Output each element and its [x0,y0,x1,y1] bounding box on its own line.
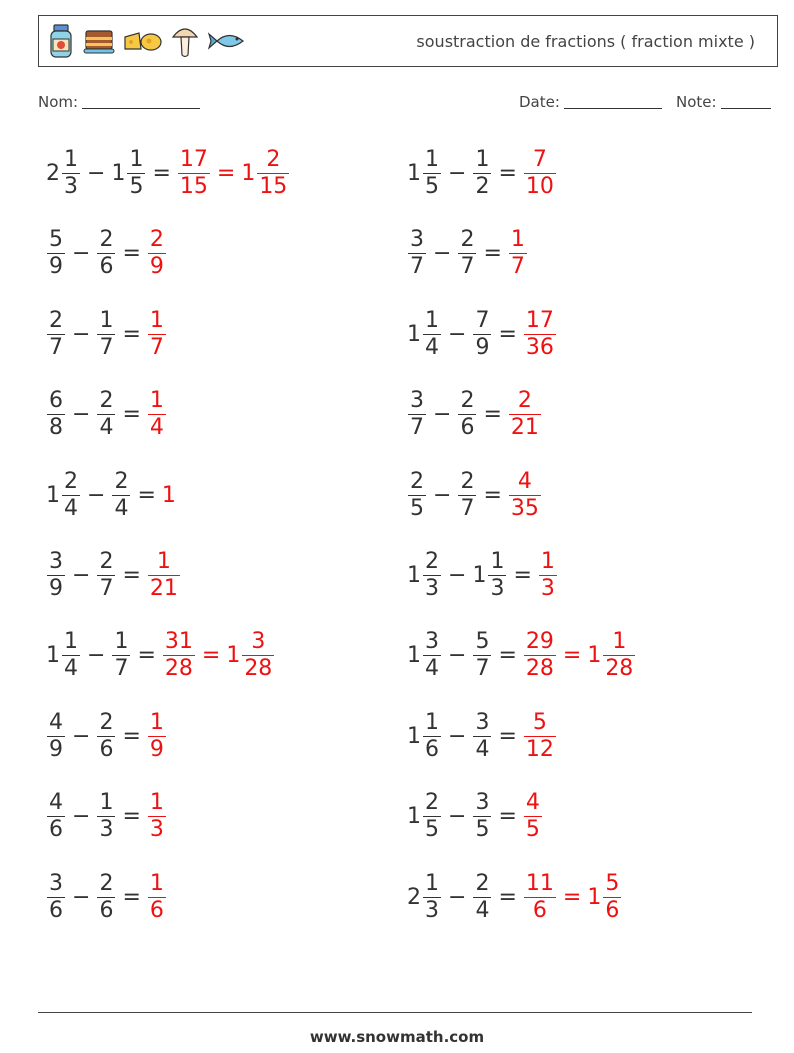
problem-item [407,549,558,602]
answer-fraction [509,227,527,280]
answer-fraction-numerator: 1 [510,227,525,253]
fraction-1-numerator: 1 [425,307,439,333]
mushroom-icon [171,23,199,59]
answer-fraction-denominator: 21 [149,576,178,601]
answer-whole: 1 [161,482,176,508]
answer-fraction [148,710,166,763]
mixed-fraction-denominator: 6 [605,897,620,923]
problem-item [46,308,167,361]
fraction-1-numerator: 3 [425,629,439,655]
fraction-1-numerator: 3 [410,227,424,253]
answer-fraction-denominator: 35 [510,495,539,521]
equals-sign: = [498,723,517,749]
fish-icon [207,28,247,54]
equals-sign: = [122,563,141,588]
answer-fraction-numerator: 1 [149,790,164,816]
answer-fraction [524,790,542,843]
mixed-fraction-numerator: 2 [266,147,281,172]
fraction-1-denominator: 4 [425,334,439,360]
minus-sign: − [448,563,467,588]
fraction-2-denominator: 4 [99,415,114,441]
fraction-2-denominator: 7 [460,254,475,280]
fraction-2-numerator: 2 [460,227,475,253]
fraction-2 [97,871,115,924]
fraction-2 [127,147,145,200]
minus-sign: − [72,321,91,347]
fraction-2-denominator: 4 [114,495,129,521]
icon-strip [47,22,247,60]
equals-sign-mixed: = [216,161,236,186]
answer-fraction-numerator: 4 [517,468,532,494]
problem-item [407,227,528,280]
answer-fraction-denominator: 28 [164,656,193,682]
answer-fraction [524,308,556,361]
fraction-1-denominator: 9 [49,254,63,280]
answer-fraction-denominator: 21 [510,415,539,441]
mixed-fraction [257,147,289,200]
fraction-2 [473,147,491,200]
whole-part-1: 1 [407,563,421,588]
answer-fraction-denominator: 9 [149,254,164,280]
minus-sign: − [448,723,467,749]
mixed-whole: 1 [587,643,602,669]
answer-fraction-denominator: 7 [510,254,525,280]
fraction-2-denominator: 7 [114,656,129,682]
worksheet-title: soustraction de fractions ( fraction mixte ) [416,32,755,51]
fraction-2 [97,388,115,441]
fraction-2-denominator: 5 [129,174,144,199]
fraction-1-numerator: 1 [64,147,78,172]
fraction-1 [62,147,80,200]
fraction-2 [473,629,491,682]
answer-fraction [509,469,541,522]
whole-part-1: 2 [46,161,60,186]
equals-sign: = [498,804,517,830]
answer-fraction-denominator: 12 [525,736,554,762]
answer-fraction-numerator: 2 [517,388,532,414]
answer-fraction [148,790,166,843]
fraction-2-numerator: 2 [460,468,475,494]
worksheet-header [38,15,778,67]
fraction-2-numerator: 5 [475,629,490,655]
answer-fraction-numerator: 11 [525,870,554,896]
fraction-2-denominator: 6 [460,415,475,441]
fraction-2-denominator: 6 [99,897,114,923]
fraction-1 [47,871,65,924]
equals-sign: = [498,884,517,910]
fraction-1-numerator: 3 [410,388,424,414]
fraction-1-numerator: 1 [425,870,439,896]
mixed-fraction [242,629,274,682]
fraction-1-denominator: 3 [425,576,439,601]
answer-fraction-numerator: 31 [164,629,193,655]
answer-fraction-numerator: 1 [156,549,171,574]
answer-fraction [524,710,556,763]
whole-part-1: 1 [407,804,421,830]
equals-sign: = [498,161,517,186]
fraction-1 [62,469,80,522]
fraction-2-numerator: 1 [475,147,490,172]
minus-sign: − [72,723,91,749]
footer-divider [38,1012,752,1013]
fraction-1-numerator: 4 [49,790,63,816]
equals-sign: = [122,402,141,428]
fraction-1 [423,710,441,763]
problem-item [46,710,167,763]
fraction-2-denominator: 6 [99,254,114,280]
fraction-2 [97,549,115,602]
fraction-1-numerator: 6 [49,388,63,414]
answer-fraction-denominator: 9 [149,736,164,762]
minus-sign: − [448,321,467,347]
fraction-2-numerator: 1 [99,790,114,816]
cheese-icon [123,27,163,55]
equals-sign-mixed: = [562,643,582,669]
fraction-2-numerator: 3 [475,709,490,735]
fraction-2-numerator: 1 [114,629,129,655]
fraction-2-numerator: 7 [475,307,490,333]
fraction-1-numerator: 1 [425,147,439,172]
answer-fraction [524,147,556,200]
whole-part-2: 1 [472,563,487,588]
fraction-1 [408,388,426,441]
answer-fraction [178,147,210,200]
mixed-fraction-numerator: 3 [251,629,266,655]
problem-item [407,308,557,361]
problem-item [407,871,622,924]
mixed-fraction [603,629,635,682]
answer-fraction [539,549,557,602]
problem-item [407,147,557,200]
minus-sign: − [87,482,106,508]
minus-sign: − [72,804,91,830]
fraction-1-denominator: 5 [425,174,439,199]
minus-sign: − [87,643,106,669]
answer-fraction-numerator: 4 [525,790,540,816]
whole-part-1: 2 [407,884,421,910]
answer-fraction-numerator: 1 [149,709,164,735]
equals-sign: = [137,482,156,508]
score-field[interactable] [676,93,771,111]
problem-item [46,549,181,602]
fraction-2-numerator: 2 [460,388,475,414]
fraction-2 [97,308,115,361]
fraction-1-numerator: 5 [49,227,63,253]
fraction-1-denominator: 7 [410,254,424,280]
problem-item [407,469,542,522]
fraction-2 [458,469,476,522]
fraction-1-denominator: 3 [64,174,78,199]
equals-sign-mixed: = [201,643,221,669]
equals-sign: = [122,804,141,830]
mixed-fraction-numerator: 1 [612,629,627,655]
fraction-1-denominator: 8 [49,415,63,441]
fraction-2-numerator: 2 [99,388,114,414]
minus-sign: − [433,402,452,428]
fraction-2-denominator: 4 [475,736,490,762]
fraction-1 [47,227,65,280]
minus-sign: − [448,804,467,830]
fraction-2-numerator: 1 [99,307,114,333]
fraction-2-denominator: 7 [460,495,475,521]
minus-sign: − [72,563,91,588]
answer-fraction-denominator: 5 [525,817,540,843]
problem-item [46,871,167,924]
fraction-2-denominator: 5 [475,817,490,843]
name-blank[interactable] [82,94,200,109]
problem-item [46,469,177,522]
answer-fraction-numerator: 17 [525,307,554,333]
fraction-1 [408,227,426,280]
fraction-2-numerator: 2 [99,709,114,735]
fraction-2 [97,790,115,843]
minus-sign: − [448,884,467,910]
answer-fraction [148,388,166,441]
fraction-1-denominator: 6 [425,736,439,762]
problem-item [46,790,167,843]
fraction-2-denominator: 3 [99,817,114,843]
fraction-1 [47,308,65,361]
fraction-2-denominator: 7 [475,656,490,682]
mixed-fraction-denominator: 15 [259,174,288,199]
answer-fraction-numerator: 17 [179,147,208,172]
date-blank[interactable] [564,94,662,109]
answer-fraction [148,871,166,924]
problem-item [407,629,636,682]
mixed-fraction-denominator: 28 [605,656,634,682]
fraction-2 [458,388,476,441]
fraction-1-denominator: 7 [49,334,63,360]
problem-item [46,629,275,682]
fraction-1 [423,549,441,602]
fraction-2 [97,710,115,763]
fraction-1-denominator: 4 [64,495,78,521]
fraction-1-denominator: 4 [64,656,78,682]
answer-fraction [163,629,195,682]
whole-part-1: 1 [46,482,60,508]
fraction-1 [62,629,80,682]
answer-fraction-numerator: 2 [149,227,164,253]
fraction-2-numerator: 1 [129,147,144,172]
fraction-1 [47,710,65,763]
problem-item [46,388,167,441]
problem-item [407,710,557,763]
fraction-2-denominator: 7 [99,576,114,601]
fraction-2 [112,629,130,682]
fraction-1 [408,469,426,522]
minus-sign: − [433,241,452,267]
fraction-2 [97,227,115,280]
problem-item [407,790,543,843]
fraction-2 [112,469,130,522]
whole-part-1: 1 [407,321,421,347]
minus-sign: − [448,643,467,669]
jar-icon [47,23,75,59]
score-label: Note: [676,93,717,111]
problem-item [46,147,290,200]
equals-sign: = [498,643,517,669]
fraction-2 [473,790,491,843]
answer-fraction [524,871,556,924]
fraction-2-denominator: 4 [475,897,490,923]
fraction-2-numerator: 2 [99,870,114,896]
mixed-fraction-denominator: 28 [244,656,273,682]
whole-part-1: 1 [46,643,60,669]
fraction-1-numerator: 4 [49,709,63,735]
whole-part-1: 1 [407,161,421,186]
fraction-1-numerator: 2 [425,790,439,816]
equals-sign: = [122,321,141,347]
equals-sign: = [498,321,517,347]
fraction-2-numerator: 1 [490,549,505,574]
minus-sign: − [72,884,91,910]
mixed-whole: 1 [226,643,241,669]
fraction-2-numerator: 3 [475,790,490,816]
equals-sign: = [137,643,156,669]
mixed-whole: 1 [587,884,602,910]
mixed-fraction [603,871,621,924]
answer-fraction-numerator: 1 [149,307,164,333]
answer-fraction-numerator: 1 [149,388,164,414]
equals-sign: = [483,241,502,267]
fraction-1 [47,549,65,602]
answer-fraction-denominator: 4 [149,415,164,441]
answer-fraction-denominator: 6 [149,897,164,923]
fraction-2-numerator: 2 [114,468,129,494]
fraction-1-denominator: 5 [425,817,439,843]
minus-sign: − [72,241,91,267]
minus-sign: − [72,402,91,428]
date-label: Date: [519,93,560,111]
answer-fraction-numerator: 7 [532,147,547,172]
equals-sign: = [122,241,141,267]
fraction-1 [423,790,441,843]
answer-fraction-denominator: 36 [525,334,554,360]
fraction-2 [473,308,491,361]
fraction-1 [423,308,441,361]
name-field[interactable] [38,93,200,111]
whole-part-2: 1 [111,161,126,186]
fraction-1-denominator: 9 [49,576,63,601]
minus-sign: − [448,161,467,186]
equals-sign: = [122,884,141,910]
answer-fraction-denominator: 6 [532,897,547,923]
fraction-1 [423,629,441,682]
fraction-1-numerator: 1 [64,629,78,655]
fraction-1-denominator: 4 [425,656,439,682]
minus-sign: − [433,482,452,508]
mixed-whole: 1 [241,161,256,186]
fraction-2 [458,227,476,280]
equals-sign: = [122,723,141,749]
fraction-1-denominator: 6 [49,897,63,923]
answer-fraction [148,308,166,361]
equals-sign: = [483,402,502,428]
fraction-2-denominator: 6 [99,736,114,762]
fraction-1-numerator: 2 [49,307,63,333]
fraction-1-denominator: 9 [49,736,63,762]
fraction-2-numerator: 2 [475,870,490,896]
answer-fraction-denominator: 15 [179,174,208,199]
fraction-1 [423,871,441,924]
answer-fraction-numerator: 29 [525,629,554,655]
answer-fraction-denominator: 3 [540,576,555,601]
answer-fraction-numerator: 1 [540,549,555,574]
answer-fraction-denominator: 3 [149,817,164,843]
fraction-1-denominator: 3 [425,897,439,923]
answer-fraction [148,549,180,602]
cake-icon [83,26,115,56]
whole-part-1: 1 [407,643,421,669]
answer-fraction [524,629,556,682]
score-blank[interactable] [721,94,771,109]
footer-url: www.snowmath.com [309,1028,485,1046]
fraction-2-denominator: 7 [99,334,114,360]
fraction-1 [47,790,65,843]
fraction-2-denominator: 9 [475,334,490,360]
problem-item [407,388,542,441]
answer-fraction [509,388,541,441]
mixed-fraction-numerator: 5 [605,870,620,896]
fraction-1-denominator: 7 [410,415,424,441]
equals-sign: = [152,161,171,186]
fraction-1-numerator: 2 [410,468,424,494]
fraction-1 [423,147,441,200]
fraction-2-numerator: 2 [99,227,114,253]
fraction-1-numerator: 2 [64,468,78,494]
fraction-1-denominator: 5 [410,495,424,521]
fraction-1 [47,388,65,441]
fraction-2-numerator: 2 [99,549,114,574]
answer-fraction-numerator: 1 [149,870,164,896]
fraction-2-denominator: 3 [490,576,505,601]
answer-fraction-denominator: 7 [149,334,164,360]
fraction-1-numerator: 3 [49,549,63,574]
fraction-1-numerator: 2 [425,549,439,574]
fraction-2 [473,710,491,763]
fraction-1-numerator: 3 [49,870,63,896]
fraction-2 [473,871,491,924]
answer-fraction-numerator: 5 [532,709,547,735]
date-field[interactable] [519,93,662,111]
answer-fraction-denominator: 10 [525,174,554,199]
name-label: Nom: [38,93,79,111]
fraction-1-numerator: 1 [425,709,439,735]
fraction-2-denominator: 2 [475,174,490,199]
equals-sign: = [483,482,502,508]
whole-part-1: 1 [407,723,421,749]
equals-sign: = [513,563,532,588]
fraction-1-denominator: 6 [49,817,63,843]
equals-sign-mixed: = [562,884,582,910]
answer-fraction-denominator: 28 [525,656,554,682]
minus-sign: − [87,161,106,186]
fraction-2 [488,549,506,602]
problem-item [46,227,167,280]
answer-fraction [148,227,166,280]
